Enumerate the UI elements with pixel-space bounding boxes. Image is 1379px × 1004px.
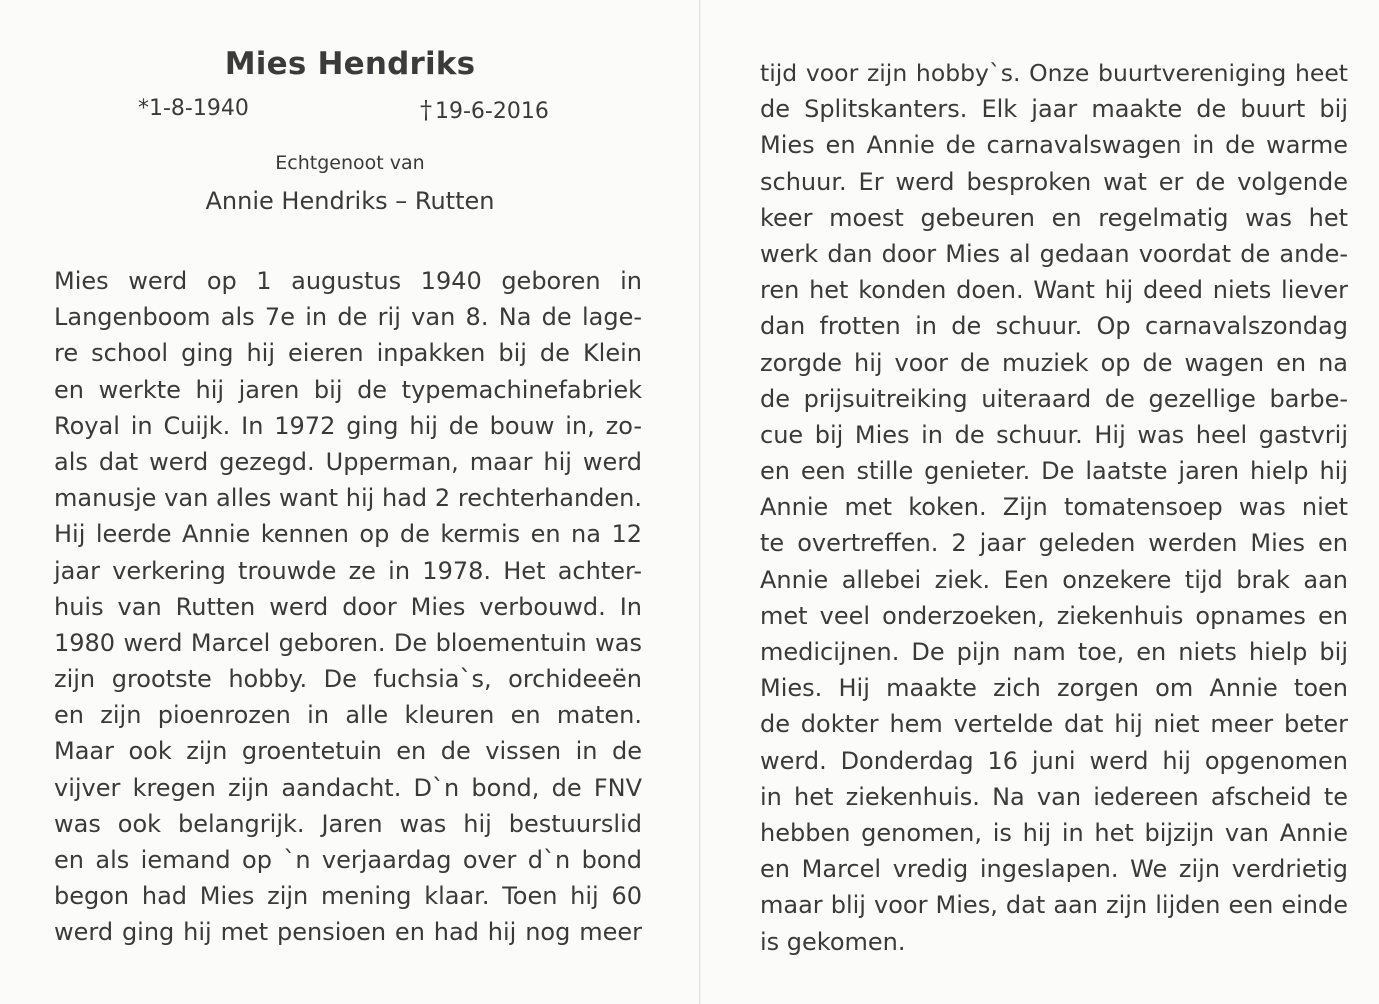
deceased-name: Mies Hendriks (224, 46, 476, 82)
text-line: Annie allebei ziek. Een onzekere tijd brak aan (760, 565, 1348, 594)
text-line: was ook belangrijk. Jaren was hij bestuurslid (54, 809, 642, 838)
text-line: maar blij voor Mies, dat aan zijn lijden een einde (760, 891, 1348, 920)
text-line: manusje van alles want hij had 2 rechterhanden. (54, 484, 642, 513)
text-line: begon had Mies zijn mening klaar. Toen hij 60 (54, 882, 642, 911)
text-line: 1980 werd Marcel geboren. De bloementuin was (54, 628, 642, 657)
text-line: zijn grootste hobby. De fuchsia`s, orchideeën (54, 665, 642, 694)
text-line: en zijn pioenrozen in alle kleuren en maten. (54, 701, 642, 730)
text-line: Mies werd op 1 augustus 1940 geboren in (54, 267, 642, 295)
text-line: ren het konden doen. Want hij deed niets liever (760, 276, 1348, 305)
text-line: Annie met koken. Zijn tomatensoep was niet (760, 493, 1348, 522)
text-line: te overtreffen. 2 jaar geleden werden Mies en (760, 529, 1348, 558)
text-line: Langenboom als 7e in de rij van 8. Na de lage- (54, 303, 642, 332)
birth-date: *1-8-1940 (138, 96, 249, 121)
cross-icon: † (420, 96, 432, 124)
text-line: de dokter hem vertelde dat hij niet meer beter (760, 710, 1348, 739)
text-line: is gekomen. (760, 927, 906, 956)
text-line: in het ziekenhuis. Na van iedereen afscheid te (760, 782, 1348, 811)
text-line: werd ging hij met pensioen en had hij nog meer (54, 918, 642, 947)
text-line: Royal in Cuijk. In 1972 ging hij de bouw in, zo- (54, 411, 642, 440)
text-line: werd. Donderdag 16 juni werd hij opgenomen (760, 746, 1348, 775)
text-line: schuur. Er werd besproken wat er de volgende (760, 167, 1348, 196)
text-line: werk dan door Mies al gedaan voordat de ande- (760, 239, 1348, 268)
text-line: keer moest gebeuren en regelmatig was het (760, 203, 1348, 232)
text-line: de prijsuitreiking uiteraard de gezellige barbe- (760, 384, 1348, 413)
death-date: 19-6-2016 (435, 99, 549, 124)
text-line: Hij leerde Annie kennen op de kermis en na 12 (54, 520, 642, 549)
text-line: en als iemand op `n verjaardag over d`n bond (54, 846, 642, 874)
text-line: jaar verkering trouwde ze in 1978. Het achter- (54, 556, 642, 585)
text-line: re school ging hij eieren inpakken bij de Klein (54, 339, 642, 368)
biography-text-right (760, 55, 1348, 960)
text-line: en werkte hij jaren bij de typemachinefabriek (54, 375, 642, 404)
text-line: de Splitskanters. Elk jaar maakte de buurt bij (760, 95, 1348, 124)
text-line: dan frotten in de schuur. Op carnavalszondag (760, 312, 1348, 341)
text-line: vijver kregen zijn aandacht. D`n bond, de FNV (54, 773, 642, 802)
text-line: Maar ook zijn groentetuin en de vissen in de (54, 737, 642, 766)
text-line: Mies. Hij maakte zich zorgen om Annie toen (760, 674, 1348, 703)
death-date-group (420, 96, 549, 124)
text-line: cue bij Mies in de schuur. Hij was heel gastvrij (760, 420, 1348, 449)
text-line: en Marcel vredig ingeslapen. We zijn verdrietig (760, 855, 1348, 884)
spouse-name: Annie Hendriks – Rutten (205, 187, 495, 215)
text-line: met veel onderzoeken, ziekenhuis opnames en (760, 601, 1348, 630)
text-line: als dat werd gezegd. Upperman, maar hij werd (54, 447, 642, 476)
biography-text-left (54, 263, 642, 951)
right-page (701, 0, 1379, 1004)
text-line: huis van Rutten werd door Mies verbouwd. In (54, 592, 642, 621)
spouse-label: Echtgenoot van (275, 152, 425, 174)
text-line: tijd voor zijn hobby`s. Onze buurtvereniging heet (760, 59, 1348, 87)
text-line: en een stille genieter. De laatste jaren hielp hij (760, 457, 1348, 486)
text-line: zorgde hij voor de muziek op de wagen en na (760, 348, 1348, 377)
text-line: medicijnen. De pijn nam toe, en niets hielp bij (760, 638, 1348, 666)
text-line: Mies en Annie de carnavalswagen in de warme (760, 131, 1348, 160)
text-line: hebben genomen, is hij in het bijzijn van Annie (760, 818, 1348, 847)
